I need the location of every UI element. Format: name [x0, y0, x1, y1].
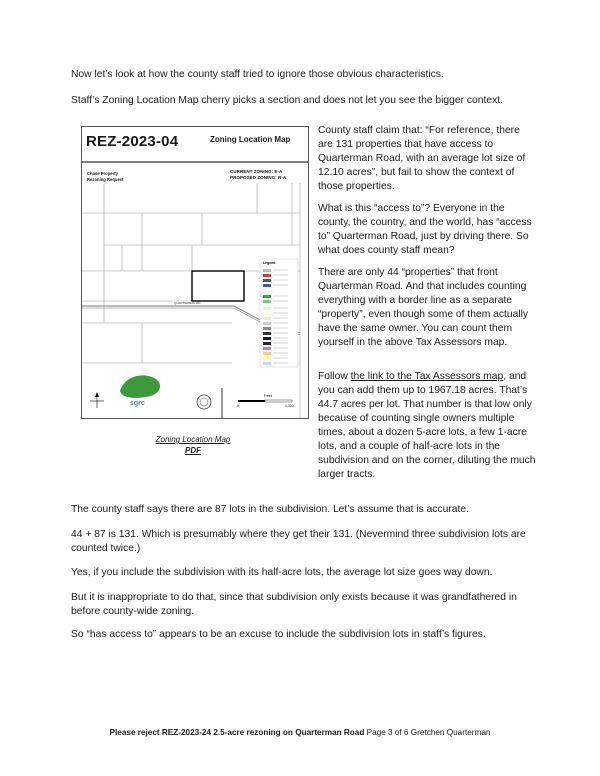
- map-legend: [260, 259, 298, 367]
- page-footer: [0, 728, 600, 737]
- map-title: REZ-2023-04: [86, 133, 179, 150]
- legend-title: Legend: [263, 261, 276, 265]
- scale-start: 0: [237, 404, 239, 408]
- green-zone-area: [120, 375, 160, 397]
- county-seal-icon: [197, 395, 211, 409]
- map-header: [82, 127, 306, 163]
- body-paragraph-5: So “has access to” appears to be an excuse to include the subdivision lots in staff’s figures.: [71, 629, 486, 640]
- footer-title: Please reject REZ-2023-24 2.5-acre rezoning on Quarterman Road: [109, 728, 365, 737]
- map-property-line2: Rezoning Request: [87, 176, 124, 182]
- footer-page-info: Page 3 of 6 Gretchen Quarterman: [364, 728, 491, 737]
- scale-end: 1,300: [285, 404, 294, 408]
- map-current-zoning: CURRENT ZONING: E-A: [230, 169, 283, 174]
- p4-suffix: , and you can add them up to 1967.18 acres. That’s 44.7 acres per lot. That number is that low only because of counting single owners multiple times, about a dozen 5-acre lots, a few 1-acre lots, and a couple of half-acre lots in the subdivision and on the corner, diluting the much larger tracts.: [318, 371, 536, 480]
- map-property-line1: Chase Property: [87, 171, 118, 176]
- north-arrow-icon: [90, 392, 104, 408]
- figure-caption: [146, 434, 240, 456]
- map-proposed-zoning: PROPOSED ZONING: R-A: [230, 175, 287, 180]
- p4-prefix: Follow: [318, 371, 351, 382]
- body-paragraph-4: But it is inappropriate to do that, since that subdivision only exists because it was grandfathered in before county-wide zoning.: [71, 592, 517, 617]
- intro-paragraph-1: Now let’s look at how the county staff tried to ignore those obvious characteristics.: [71, 69, 444, 80]
- subject-parcel: [192, 271, 244, 301]
- pdf-link[interactable]: PDF: [185, 446, 201, 455]
- map-header-rule: [82, 127, 308, 163]
- intro-paragraph-2: Staff’s Zoning Location Map cherry picks a section and does not let you see the bigger context.: [71, 95, 503, 106]
- zoning-map-link[interactable]: Zoning Location Map: [155, 435, 231, 444]
- right-paragraph-1: County staff claim that: “For reference, there are 131 properties that have access to Quarterman Road, with an average lot size of 12.10 acres”, but fail to show the context of those properties.: [318, 125, 526, 192]
- tax-assessors-link[interactable]: the link to the Tax Assessors map: [350, 371, 504, 382]
- body-paragraph-2: 44 + 87 is 131. Which is presumably where they get their 131. (Nevermind three subdivision lots are counted twice.): [71, 529, 526, 554]
- right-paragraph-3: There are only 44 “properties” that front Quarterman Road. And that includes counting everything with a border line as a separate “property”, even though some of them actually have the same owner. You can count them yourself in the above Tax Assessors map.: [318, 267, 529, 348]
- map-property-label: [87, 171, 124, 182]
- agency-logo: sgrc: [130, 400, 145, 407]
- body-paragraph-3: Yes, if you include the subdivision with its half-acre lots, the average lot size goes way down.: [71, 567, 493, 578]
- scale-unit-label: Feet: [264, 393, 273, 398]
- right-paragraph-2: What is this “access to”? Everyone in the county, the country, and the world, has “access to” Quarterman Road, just by driving there. So what does county staff mean?: [318, 203, 532, 256]
- map-drawing: [82, 183, 308, 418]
- right-paragraph-4: [318, 370, 536, 482]
- map-subtitle: Zoning Location Map: [210, 135, 291, 144]
- zoning-location-map-figure: [81, 126, 309, 419]
- road-label: QUARTERMAN RD: [174, 301, 201, 305]
- body-paragraph-1: The county staff says there are 87 lots in the subdivision. Let’s assume that is accurate.: [71, 504, 469, 515]
